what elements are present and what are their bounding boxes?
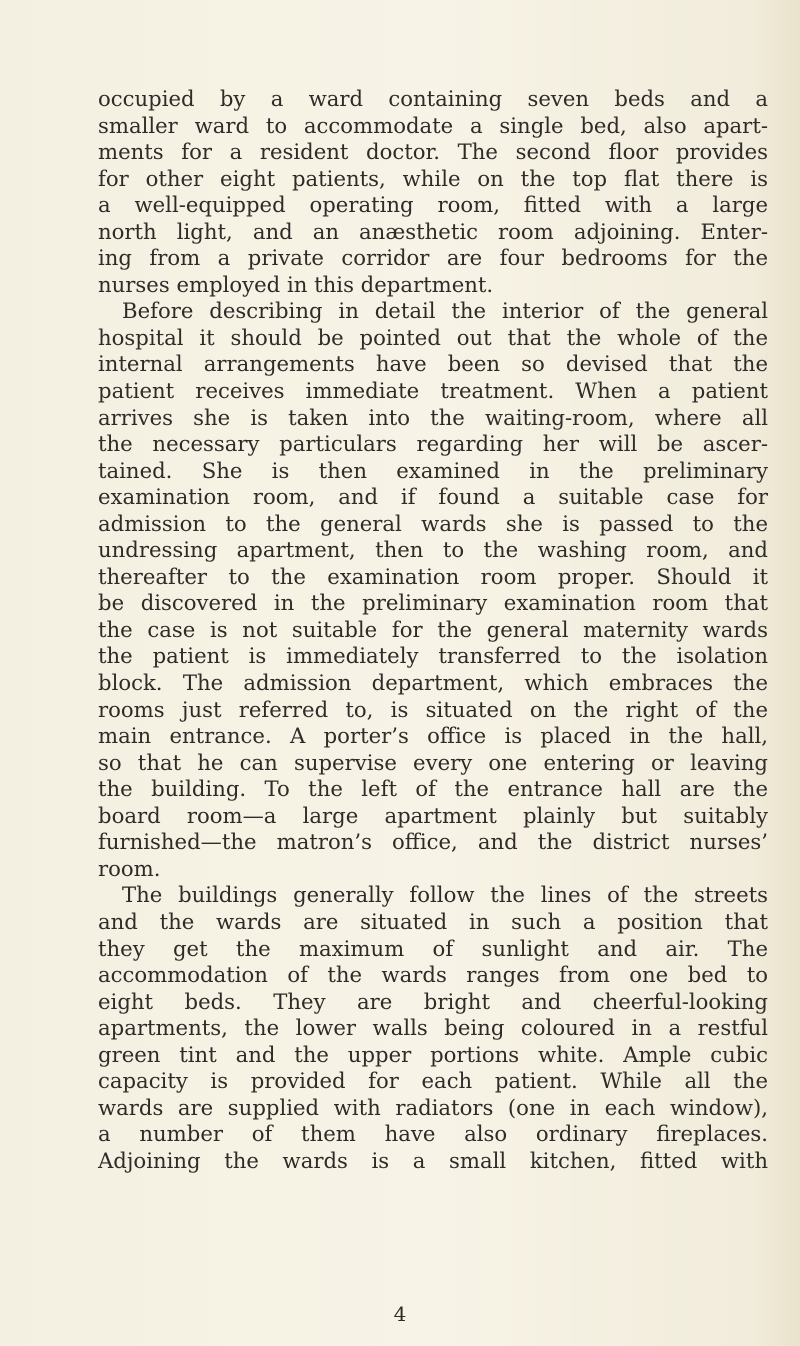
text-line: examination room, and if found a suitable case for <box>98 484 768 510</box>
text-line: occupied by a ward containing seven beds and a <box>98 86 768 111</box>
paragraph <box>98 882 768 1174</box>
text-line: accommodation of the wards ranges from one bed to <box>98 962 768 988</box>
text-line: ments for a resident doctor. The second floor provides <box>98 139 768 165</box>
body-text <box>98 86 768 1174</box>
text-line: a number of them have also ordinary fireplaces. <box>98 1121 768 1147</box>
text-line: the building. To the left of the entrance hall are the <box>98 776 768 802</box>
text-line: so that he can supervise every one entering or leaving <box>98 749 768 775</box>
text-line: tained. She is then examined in the preliminary <box>98 457 768 483</box>
text-line: thereafter to the examination room proper. Should it <box>98 563 768 589</box>
text-line: the case is not suitable for the general maternity wards <box>98 616 768 642</box>
text-line: they get the maximum of sunlight and air. The <box>98 935 768 961</box>
text-line: green tint and the upper portions white. Ample cubic <box>98 1041 768 1067</box>
text-line: rooms just referred to, is situated on the right of the <box>98 696 768 722</box>
text-line: furnished—the matron’s office, and the district nurses’ <box>98 829 768 855</box>
text-line: and the wards are situated in such a position that <box>98 908 768 934</box>
text-line: smaller ward to accommodate a single bed, also apart- <box>98 112 768 138</box>
text-line: apartments, the lower walls being coloured in a restful <box>98 1015 768 1041</box>
text-line: admission to the general wards she is passed to the <box>98 510 768 536</box>
text-line: a well-equipped operating room, fitted with a large <box>98 192 768 218</box>
text-line: ing from a private corridor are four bedrooms for the <box>98 245 768 271</box>
text-line: capacity is provided for each patient. While all the <box>98 1068 768 1094</box>
text-line: north light, and an anæsthetic room adjoining. Enter- <box>98 218 768 244</box>
text-line: undressing apartment, then to the washing room, and <box>98 537 768 563</box>
paragraph <box>98 298 768 882</box>
text-line: patient receives immediate treatment. When a patient <box>98 378 768 404</box>
text-line: Adjoining the wards is a small kitchen, fitted with <box>98 1147 768 1173</box>
text-line: block. The admission department, which embraces the <box>98 670 768 696</box>
text-line: internal arrangements have been so devised that the <box>98 351 768 377</box>
text-line: main entrance. A porter’s office is placed in the hall, <box>98 723 768 749</box>
text-line: Before describing in detail the interior of the general <box>122 298 768 324</box>
text-line: eight beds. They are bright and cheerful-looking <box>98 988 768 1014</box>
text-line: wards are supplied with radiators (one in each window), <box>98 1094 768 1120</box>
text-line: room. <box>98 855 161 881</box>
text-line: board room—a large apartment plainly but suitably <box>98 802 768 828</box>
text-line: the necessary particulars regarding her will be ascer- <box>98 431 768 457</box>
text-line: nurses employed in this department. <box>98 271 494 297</box>
text-line: for other eight patients, while on the top flat there is <box>98 165 768 191</box>
text-line: arrives she is taken into the waiting-room, where all <box>98 404 768 430</box>
text-line: the patient is immediately transferred to the isolation <box>98 643 768 669</box>
text-line: The buildings generally follow the lines of the streets <box>122 882 768 908</box>
page-number: 4 <box>393 1302 407 1326</box>
text-line: be discovered in the preliminary examination room that <box>98 590 768 616</box>
text-line: hospital it should be pointed out that the whole of the <box>98 324 768 350</box>
paragraph <box>98 86 768 298</box>
